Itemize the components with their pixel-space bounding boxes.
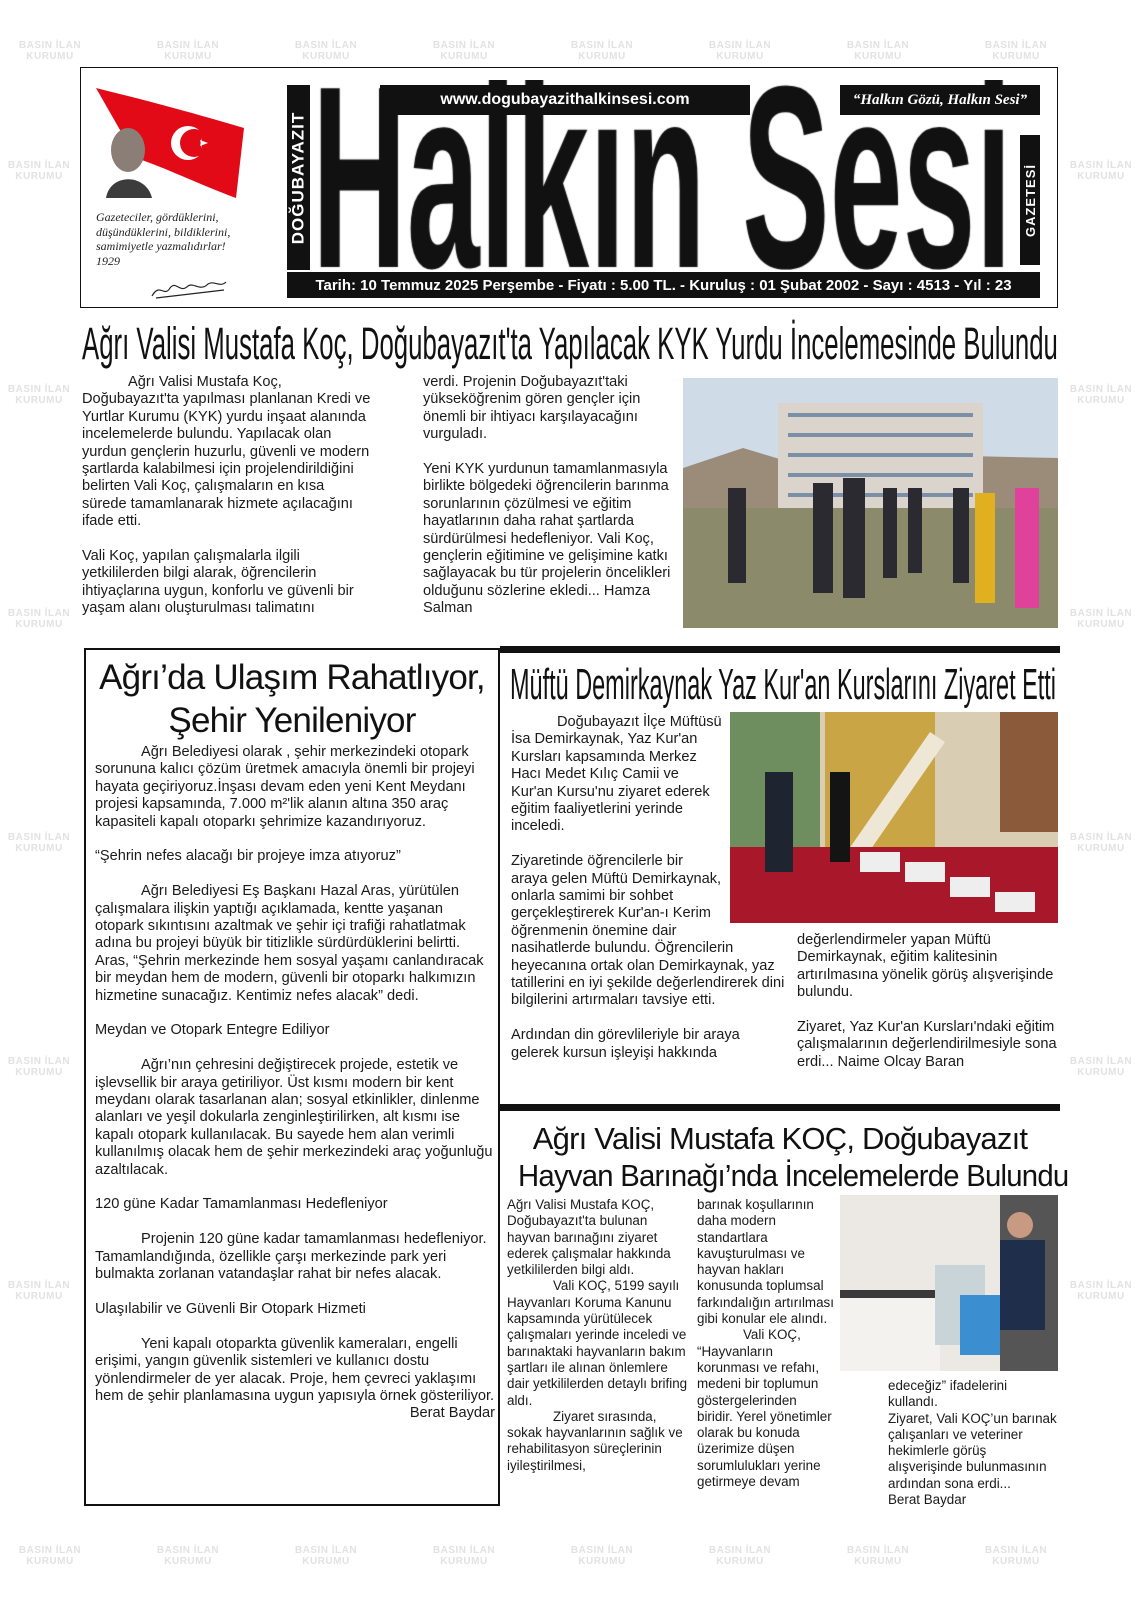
paragraph: Yeni KYK yurdunun tamamlanmasıyla birlikte bölgedeki öğrencilerin barınma sorunlarının çözülmesi ve eğitim hayatlarının daha rahat şartlarda sürdürülmesi hedefleniyor. Vali Koç, gençlerin eğitimine ve gelişimine katkı sağlayacak bu tür projelerin öncelikleri olduğunu sözlerine ekledi... Hamza Salman <box>423 461 671 617</box>
subheading: Meydan ve Otopark Entegre Ediliyor <box>95 1022 330 1039</box>
kyk-site-photo <box>683 378 1058 628</box>
watermark: BASIN İLAN KURUMU <box>570 1545 634 1567</box>
paragraph: Ağrı’nın çehresini değiştirecek projede, estetik ve işlevsellik bir araya getiriliyor. Üst kısmı modern bir kent meydanı olarak tasarlanan alan; sosyal etkinlikler, dinlenme alanları ve yeşil dokularla zenginleştirilirken, alt kısmı ise kapalı otopark kullanılacak. Bu sayede hem alan verimli kullanılmış olacak hem de şehir merkezindeki araç yoğunluğu azaltılacak. <box>95 1057 493 1178</box>
watermark: BASIN İLAN KURUMU <box>1069 1056 1133 1078</box>
paragraph: Ziyaret, Yaz Kur'an Kursları'ndaki eğitim çalışmalarının değerlendirilmesiyle sona erdi... Naime Olcay Baran <box>797 1019 1057 1070</box>
city-vertical-bar <box>287 85 310 270</box>
author-byline: Berat Baydar <box>888 1492 967 1508</box>
issue-info-text: Tarih: 10 Temmuz 2025 Perşembe - Fiyatı : 5.00 TL. - Kuruluş : 01 Şubat 2002 - Sayı : 4513 - Yıl : 23 <box>315 276 1012 294</box>
barinak-column-1 <box>507 1197 692 1474</box>
headline-line: Şehir Yenileniyor <box>168 701 416 740</box>
paragraph: barınak koşullarının daha modern standartlara kavuşturulması ve hayvan hakları konusunda toplumsal farkındalığın artırılması gibi konular ele alındı. <box>697 1197 834 1327</box>
watermark: BASIN İLAN KURUMU <box>294 40 358 62</box>
subheading: “Şehrin nefes alacağı bir projeye imza atıyoruz” <box>95 848 401 865</box>
paragraph: değerlendirmeler yapan Müftü Demirkaynak, eğitim kalitesinin artırılmasına yönelik görüş alışverişinde bulundu. <box>797 932 1054 1001</box>
kyk-headline: Ağrı Valisi Mustafa Koç, Doğubayazıt'ta Yapılacak KYK Yurdu İncelemesinde Bulundu <box>82 318 1058 369</box>
paragraph: Ağrı Belediyesi Eş Başkanı Hazal Aras, yürütülen çalışmalara ilişkin yaptığı açıklamada, kentte yaşanan otopark sıkıntısını azaltmak ve şehir içi trafiği rahatlatmak adına bu projeyi büyük bir titizlikle sürdürdüklerini belirtti. Aras, “Şehrin merkezinde hem sosyal yaşamı canlandıracak bir meydan hem de modern, güvenli bir otoparkı halkımızın hizmetine sunacağız. Kentimiz nefes alacak” dedi. <box>95 883 484 1004</box>
gazetesi-vertical-bar <box>1020 135 1040 265</box>
watermark: BASIN İLAN KURUMU <box>18 1545 82 1567</box>
barinak-headline <box>502 1120 1069 1194</box>
paragraph: Projenin 120 güne kadar tamamlanması hedefleniyor. Tamamlandığında, özellikle çarşı merkezinde park yeri bulmakta zorlanan vatandaşlar rahat bir nefes alacak. <box>95 1231 487 1283</box>
quote-year: 1929 <box>96 253 120 268</box>
kyk-column-1 <box>82 374 372 618</box>
watermark: BASIN İLAN KURUMU <box>432 1545 496 1567</box>
subheading: 120 güne Kadar Tamamlanması Hedefleniyor <box>95 1196 388 1213</box>
issue-info-bar <box>287 272 1040 298</box>
muftu-headline: Müftü Demirkaynak Yaz Kur'an Kurslarını Ziyaret Etti <box>510 660 1057 709</box>
watermark: BASIN İLAN KURUMU <box>846 40 910 62</box>
quote-line: samimiyetle yazmalıdırlar! <box>96 239 226 253</box>
author-byline: Berat Baydar <box>409 1405 495 1422</box>
watermark: BASIN İLAN KURUMU <box>156 1545 220 1567</box>
watermark: BASIN İLAN KURUMU <box>1069 608 1133 630</box>
watermark: BASIN İLAN KURUMU <box>7 1280 71 1302</box>
quote-line: Gazeteciler, gördüklerini, <box>96 210 219 224</box>
section-rule <box>500 646 1060 653</box>
ulasim-headline <box>86 656 498 742</box>
muftu-column-1 <box>511 714 791 1062</box>
paragraph: Ziyaretinde öğrencilerle bir araya gelen Müftü Demirkaynak, onlarla samimi bir sohbet gerçekleştirerek Kur'an-ı Kerim öğrenmenin önemine dair nasihatlerde bulundu. Öğrencilerin heyecanına ortak olan Demirkaynak, yaz tatillerini en iyi şekilde değerlendirerek dini bilgilerini artırmaları tavsiye etti. <box>511 853 785 1009</box>
muftu-column-2 <box>797 932 1057 1071</box>
watermark: BASIN İLAN KURUMU <box>18 40 82 62</box>
barinak-column-3 <box>888 1378 1058 1508</box>
headline-line: Hayvan Barınağı’nda İncelemelerde Bulundu <box>518 1158 1069 1193</box>
watermark: BASIN İLAN KURUMU <box>294 1545 358 1567</box>
paragraph: Ziyaret sırasında, sokak hayvanlarının sağlık ve rehabilitasyon süreçlerinin iyileştirilmesi, <box>507 1408 683 1473</box>
watermark: BASIN İLAN KURUMU <box>1069 1280 1133 1302</box>
watermark: BASIN İLAN KURUMU <box>708 40 772 62</box>
section-rule <box>500 1104 1060 1111</box>
watermark: BASIN İLAN KURUMU <box>156 40 220 62</box>
ulasim-body <box>95 744 495 1423</box>
ataturk-signature <box>150 278 230 300</box>
website-url[interactable]: www.dogubayazithalkinsesi.com <box>380 85 750 115</box>
watermark: BASIN İLAN KURUMU <box>7 1056 71 1078</box>
watermark: BASIN İLAN KURUMU <box>7 384 71 406</box>
paragraph: Vali KOÇ, 5199 sayılı Hayvanları Koruma Kanunu kapsamında yürütülecek çalışmaları yerinde inceledi ve barınaktaki hayvanların bakım şartları ile alınan önlemlere dair yetkililerden detaylı brifing aldı. <box>507 1278 688 1408</box>
headline-line: Ağrı’da Ulaşım Rahatlıyor, <box>99 658 485 697</box>
headline-line: Ağrı Valisi Mustafa KOÇ, Doğubayazıt <box>532 1121 1028 1156</box>
watermark: BASIN İLAN KURUMU <box>7 160 71 182</box>
paragraph: Yeni kapalı otoparkta güvenlik kameraları, engelli erişimi, yangın güvenlik sistemleri ve kullanıcı dostu yönlendirmeler de yer alacak. Proje, hem çevreci yaklaşımı hem de şehir planlamasına uygun yapısıyla örnek gösteriliyor. <box>95 1335 495 1404</box>
watermark: BASIN İLAN KURUMU <box>432 40 496 62</box>
paragraph: edeceğiz” ifadelerini kullandı. <box>888 1378 1008 1410</box>
watermark: BASIN İLAN KURUMU <box>570 40 634 62</box>
ataturk-quote <box>96 210 281 268</box>
paragraph: Vali KOÇ, “Hayvanların korunması ve refahı, medeni bir toplumun göstergelerinden biridir. Yerel yönetimler olarak bu konuda üzerimize düşen sorumlulukları yerine getirmeye devam <box>697 1327 832 1490</box>
paragraph: Ağrı Valisi Mustafa KOÇ, Doğubayazıt'ta bulunan hayvan barınağını ziyaret ederek çalışmalar hakkında yetkililerden bilgi aldı. <box>507 1197 671 1278</box>
ataturk-flag-image <box>96 88 244 198</box>
watermark: BASIN İLAN KURUMU <box>7 608 71 630</box>
kyk-column-2 <box>423 374 681 618</box>
subheading: Ulaşılabilir ve Güvenli Bir Otopark Hizmeti <box>95 1300 366 1317</box>
barinak-photo <box>840 1195 1058 1371</box>
paragraph: verdi. Projenin Doğubayazıt'taki yükseköğrenim gören gençler için önemli bir ihtiyacı karşılayacağını vurguladı. <box>423 374 641 443</box>
barinak-column-2 <box>697 1197 835 1490</box>
gazetesi-label: GAZETESİ <box>1022 163 1038 237</box>
watermark: BASIN İLAN KURUMU <box>7 832 71 854</box>
quote-line: düşündüklerini, bildiklerini, <box>96 224 231 239</box>
watermark: BASIN İLAN KURUMU <box>846 1545 910 1567</box>
paragraph: Ardından din görevlileriyle bir araya gelerek kursun işleyişi hakkında <box>511 1027 740 1061</box>
watermark: BASIN İLAN KURUMU <box>708 1545 772 1567</box>
watermark: BASIN İLAN KURUMU <box>1069 832 1133 854</box>
photo-spacer <box>723 714 791 924</box>
slogan: “Halkın Gözü, Halkın Sesi” <box>840 85 1040 115</box>
paragraph: Ağrı Belediyesi olarak , şehir merkezindeki otopark sorununa kalıcı çözüm üretmek amacıyla önemli bir projeyi hayata geçiriyoruz.İnşası devam eden yeni Kent Meydanı projesi kapsamında, 7.000 m²'lik alanın altına 350 araç kapasiteli kapalı otoparkı şehrimize kazandırıyoruz. <box>95 744 475 830</box>
paragraph: Ağrı Valisi Mustafa Koç, Doğubayazıt'ta yapılması planlanan Kredi ve Yurtlar Kurumu (KYK) yurdu inşaat alanında incelemelerde bulundu. Yapılacak olan yurdun gençlerin huzurlu, güvenli ve modern şartlarda kalabilmesi için projelendirildiğini belirten Vali Koç, çalışmaların en kısa sürede tamamlanarak hizmete açılacağını ifade etti. <box>82 374 371 530</box>
watermark: BASIN İLAN KURUMU <box>984 40 1048 62</box>
watermark: BASIN İLAN KURUMU <box>1069 384 1133 406</box>
paragraph: Doğubayazıt İlçe Müftüsü İsa Demirkaynak, Yaz Kur'an Kursları kapsamında Merkez Hacı Medet Kılıç Camii ve Kur'an Kursu'nu ziyaret ederek eğitim faaliyetlerini yerinde inceledi. <box>511 714 722 835</box>
watermark: BASIN İLAN KURUMU <box>984 1545 1048 1567</box>
paragraph: Vali Koç, yapılan çalışmalarla ilgili yetkililerden bilgi alarak, öğrencilerin ihtiyaçlarına uygun, konforlu ve güvenli bir yaşam alanı oluşturulması talimatını <box>82 548 354 617</box>
city-name: DOĞUBAYAZIT <box>288 111 308 244</box>
watermark: BASIN İLAN KURUMU <box>1069 160 1133 182</box>
paragraph: Ziyaret, Vali KOÇ’un barınak çalışanları ve veteriner hekimlerle görüş alışverişinde bulunmasının ardından sona erdi... <box>888 1410 1057 1491</box>
